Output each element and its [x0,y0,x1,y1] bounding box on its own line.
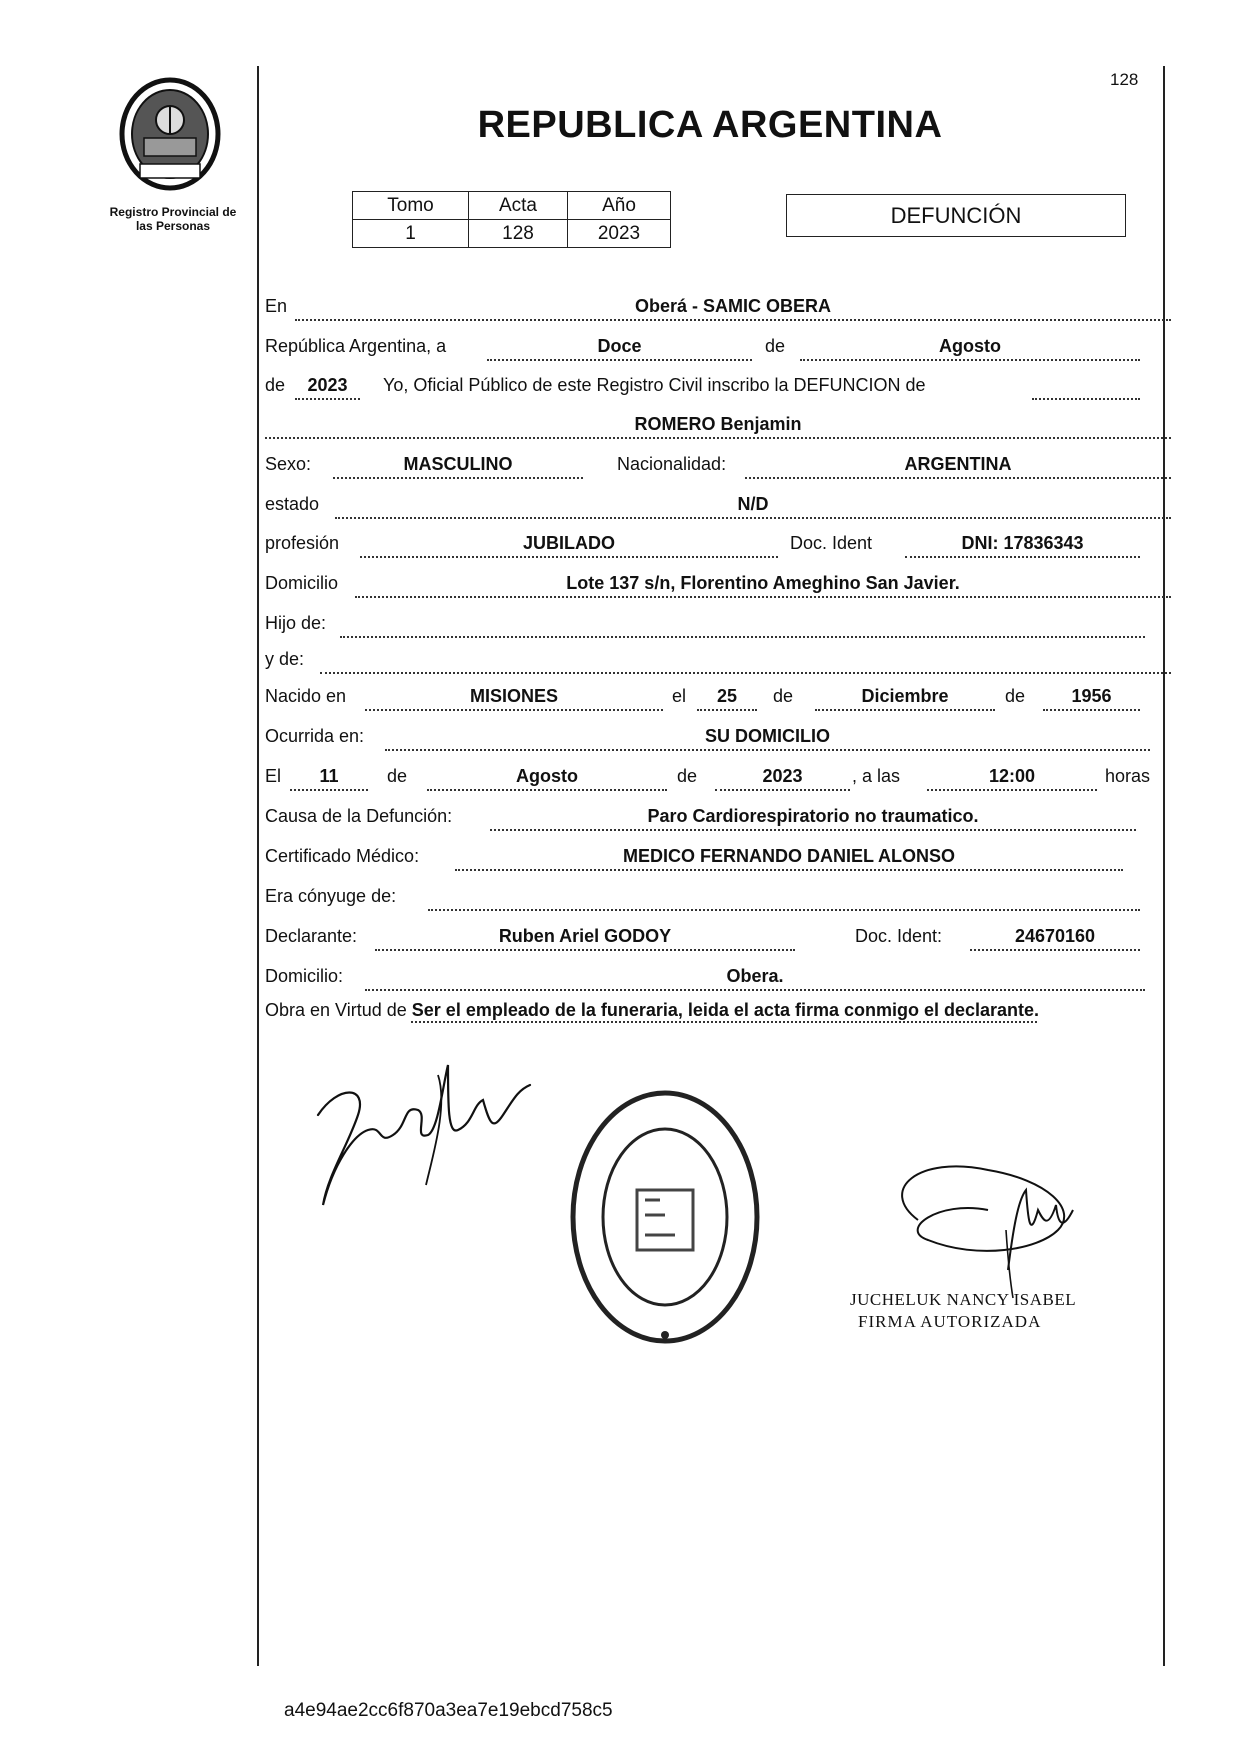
row-declarante [265,915,1171,951]
inscribo-text: Yo, Oficial Público de este Registro Civil inscribo la DEFUNCION de [383,375,926,395]
label-obra: Obra en Virtud de [265,1000,407,1020]
value-birth-day: 25 [716,686,738,706]
authority-signature [858,1150,1108,1300]
row-en [265,285,1171,321]
value-sexo: MASCULINO [403,454,513,474]
label-El: El [265,766,282,786]
value-nacionalidad: ARGENTINA [904,454,1012,474]
value-causa: Paro Cardiorespiratorio no traumatico. [647,806,979,826]
row-inscribo [265,364,1171,400]
row-hijo [265,602,1171,638]
label-de3: de [773,686,794,706]
value-doc: DNI: 17836343 [961,533,1084,553]
label-causa: Causa de la Defunción: [265,806,453,826]
value-birth-month: Diciembre [861,686,949,706]
row-certificado [265,835,1171,871]
th-anio: Año [568,192,671,220]
row-name [265,403,1171,439]
value-nacido: MISIONES [469,686,558,706]
label-horas: horas [1105,766,1151,786]
row-conyuge [265,875,1171,911]
label-de6: de [677,766,698,786]
value-death-month: Agosto [516,766,578,786]
label-doc: Doc. Ident [790,533,873,553]
value-ocurrida: SU DOMICILIO [705,726,830,746]
value-death-time: 12:00 [988,766,1036,786]
value-estado: N/D [737,494,769,514]
row-fecha-defuncion [265,755,1171,791]
official-stamp [565,1085,765,1350]
label-sexo: Sexo: [265,454,312,474]
row-sexo [265,443,1171,479]
row-domicilio2 [265,955,1171,991]
document-title: REPUBLICA ARGENTINA [477,104,943,146]
label-certificado: Certificado Médico: [265,846,420,866]
declarant-signature [298,1045,558,1215]
label-nacido: Nacido en [265,686,347,706]
label-nacionalidad: Nacionalidad: [617,454,727,474]
label-ocurrida: Ocurrida en: [265,726,365,746]
td-anio: 2023 [568,220,671,248]
label-de2: de [265,375,286,395]
value-year: 2023 [307,375,348,395]
label-alas: , a las [852,766,901,786]
value-obra: Ser el empleado de la funeraria, leida el acta firma conmigo el declarante. [411,1000,1040,1020]
registry-line1: Registro Provincial de [109,205,237,219]
row-profesion [265,522,1171,558]
label-en: En [265,296,288,316]
value-death-day: 11 [319,766,339,786]
authority-caption: FIRMA AUTORIZADA [858,1312,1042,1331]
label-republica: República Argentina, a [265,336,447,356]
label-profesion: profesión [265,533,340,553]
td-acta: 128 [469,220,568,248]
misiones-seal-logo [118,76,222,192]
label-de4: de [1005,686,1026,706]
label-doc2: Doc. Ident: [855,926,943,946]
act-type-box: DEFUNCIÓN [786,194,1126,237]
label-domicilio: Domicilio [265,573,339,593]
authority-name-stamp: JUCHELUK NANCY ISABEL [850,1290,1077,1309]
row-yde [265,638,1171,674]
label-de5: de [387,766,408,786]
value-month: Agosto [939,336,1001,356]
th-acta: Acta [469,192,568,220]
label-estado: estado [265,494,320,514]
page-number: 128 [1110,70,1139,89]
registry-name [88,205,258,233]
td-tomo: 1 [353,220,469,248]
value-day-words: Doce [597,336,642,356]
row-fecha [265,325,1171,361]
row-estado [265,483,1171,519]
label-domicilio2: Domicilio: [265,966,344,986]
registry-line2: las Personas [135,219,211,233]
row-causa [265,795,1171,831]
label-yde: y de: [265,649,305,669]
left-margin-line [257,66,259,1666]
value-en: Oberá - SAMIC OBERA [634,296,832,316]
value-domicilio2: Obera. [726,966,784,986]
label-conyuge: Era cónyuge de: [265,886,397,906]
row-domicilio [265,562,1171,598]
row-ocurrida [265,715,1171,751]
row-obra [265,996,1165,1024]
label-de1: de [765,336,786,356]
tomo-acta-anio-table [352,191,671,248]
value-certificado: MEDICO FERNANDO DANIEL ALONSO [622,846,955,866]
value-domicilio: Lote 137 s/n, Florentino Ameghino San Javier. [566,573,960,593]
row-nacido [265,675,1171,711]
value-profesion: JUBILADO [522,533,615,553]
value-declarante: Ruben Ariel GODOY [498,926,672,946]
value-death-year: 2023 [762,766,803,786]
label-el: el [672,686,687,706]
th-tomo: Tomo [353,192,469,220]
value-name: ROMERO Benjamin [634,414,802,434]
label-hijo: Hijo de: [265,613,327,633]
value-doc2: 24670160 [1014,926,1096,946]
label-declarante: Declarante: [265,926,358,946]
document-hash: a4e94ae2cc6f870a3ea7e19ebcd758c5 [284,1700,613,1721]
value-birth-year: 1956 [1071,686,1112,706]
